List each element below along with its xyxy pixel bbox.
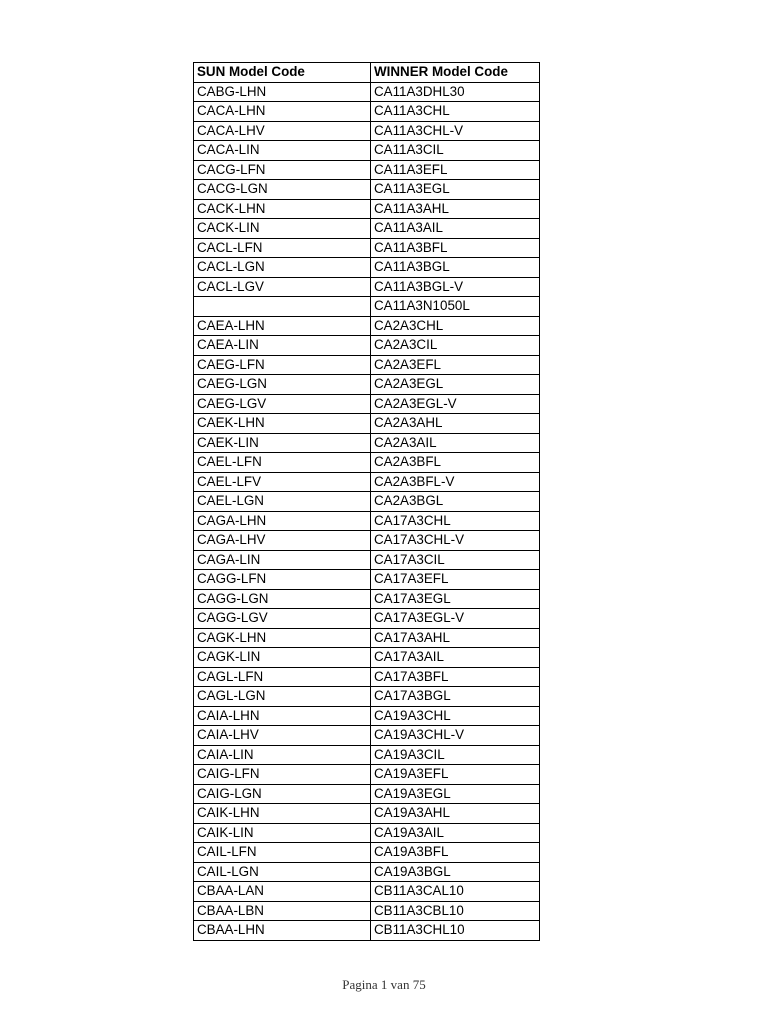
sun-model-code-cell: CAEG-LGV <box>194 394 371 414</box>
winner-model-code-cell: CA19A3AIL <box>371 823 540 843</box>
table-row <box>194 180 540 200</box>
winner-model-code-cell: CA19A3BFL <box>371 843 540 863</box>
sun-model-code-cell: CAIK-LHN <box>194 804 371 824</box>
table-row <box>194 414 540 434</box>
sun-model-code-cell: CACA-LIN <box>194 141 371 161</box>
sun-model-code-cell: CAIK-LIN <box>194 823 371 843</box>
sun-model-code-cell: CACG-LGN <box>194 180 371 200</box>
winner-model-code-cell: CA19A3EGL <box>371 784 540 804</box>
table-row <box>194 102 540 122</box>
sun-model-code-cell: CAIG-LFN <box>194 765 371 785</box>
table-row <box>194 765 540 785</box>
table-row <box>194 609 540 629</box>
table-row <box>194 121 540 141</box>
table-row <box>194 804 540 824</box>
sun-model-code-cell <box>194 297 371 317</box>
table-row <box>194 667 540 687</box>
winner-model-code-cell: CA11A3CHL <box>371 102 540 122</box>
winner-model-code-cell: CA11A3EFL <box>371 160 540 180</box>
winner-model-code-cell: CA19A3CIL <box>371 745 540 765</box>
sun-model-code-cell: CACG-LFN <box>194 160 371 180</box>
table-row <box>194 628 540 648</box>
sun-model-code-cell: CACK-LHN <box>194 199 371 219</box>
sun-model-code-cell: CAIA-LHN <box>194 706 371 726</box>
winner-model-code-cell: CA2A3EFL <box>371 355 540 375</box>
winner-model-code-cell: CA11A3CHL-V <box>371 121 540 141</box>
winner-model-code-cell: CA2A3CHL <box>371 316 540 336</box>
column-header-winner-model-code: WINNER Model Code <box>371 63 540 83</box>
sun-model-code-cell: CACA-LHN <box>194 102 371 122</box>
table-row <box>194 531 540 551</box>
table-row <box>194 472 540 492</box>
table-row <box>194 511 540 531</box>
winner-model-code-cell: CA2A3BGL <box>371 492 540 512</box>
sun-model-code-cell: CAGG-LFN <box>194 570 371 590</box>
sun-model-code-cell: CAEK-LIN <box>194 433 371 453</box>
table-row <box>194 882 540 902</box>
sun-model-code-cell: CAGG-LGV <box>194 609 371 629</box>
winner-model-code-cell: CA11A3BGL-V <box>371 277 540 297</box>
winner-model-code-cell: CA19A3EFL <box>371 765 540 785</box>
winner-model-code-cell: CA2A3EGL-V <box>371 394 540 414</box>
table-row <box>194 316 540 336</box>
winner-model-code-cell: CA11A3DHL30 <box>371 82 540 102</box>
winner-model-code-cell: CA2A3AHL <box>371 414 540 434</box>
winner-model-code-cell: CB11A3CBL10 <box>371 901 540 921</box>
table-row <box>194 453 540 473</box>
table-body <box>194 82 540 940</box>
table-row <box>194 82 540 102</box>
table-row <box>194 745 540 765</box>
table-row <box>194 589 540 609</box>
winner-model-code-cell: CB11A3CHL10 <box>371 921 540 941</box>
winner-model-code-cell: CA11A3BFL <box>371 238 540 258</box>
sun-model-code-cell: CAEK-LHN <box>194 414 371 434</box>
winner-model-code-cell: CA17A3CHL <box>371 511 540 531</box>
winner-model-code-cell: CA17A3CIL <box>371 550 540 570</box>
winner-model-code-cell: CA19A3CHL-V <box>371 726 540 746</box>
table-row <box>194 550 540 570</box>
winner-model-code-cell: CA11A3AIL <box>371 219 540 239</box>
winner-model-code-cell: CA2A3AIL <box>371 433 540 453</box>
table-row <box>194 784 540 804</box>
sun-model-code-cell: CBAA-LHN <box>194 921 371 941</box>
sun-model-code-cell: CAIL-LGN <box>194 862 371 882</box>
table-row <box>194 297 540 317</box>
sun-model-code-cell: CACL-LFN <box>194 238 371 258</box>
table-row <box>194 823 540 843</box>
sun-model-code-cell: CAGK-LHN <box>194 628 371 648</box>
winner-model-code-cell: CA2A3EGL <box>371 375 540 395</box>
sun-model-code-cell: CAEL-LFN <box>194 453 371 473</box>
winner-model-code-cell: CA11A3EGL <box>371 180 540 200</box>
winner-model-code-cell: CA17A3CHL-V <box>371 531 540 551</box>
winner-model-code-cell: CA2A3CIL <box>371 336 540 356</box>
winner-model-code-cell: CA2A3BFL <box>371 453 540 473</box>
winner-model-code-cell: CA11A3AHL <box>371 199 540 219</box>
sun-model-code-cell: CAGA-LIN <box>194 550 371 570</box>
winner-model-code-cell: CA17A3EFL <box>371 570 540 590</box>
winner-model-code-cell: CA11A3BGL <box>371 258 540 278</box>
table-row <box>194 433 540 453</box>
table-row <box>194 219 540 239</box>
sun-model-code-cell: CBAA-LAN <box>194 882 371 902</box>
sun-model-code-cell: CAIG-LGN <box>194 784 371 804</box>
sun-model-code-cell: CAGL-LGN <box>194 687 371 707</box>
sun-model-code-cell: CAEG-LGN <box>194 375 371 395</box>
winner-model-code-cell: CA2A3BFL-V <box>371 472 540 492</box>
table-row <box>194 901 540 921</box>
winner-model-code-cell: CA19A3CHL <box>371 706 540 726</box>
sun-model-code-cell: CAGA-LHN <box>194 511 371 531</box>
winner-model-code-cell: CA11A3N1050L <box>371 297 540 317</box>
sun-model-code-cell: CACL-LGV <box>194 277 371 297</box>
table-row <box>194 921 540 941</box>
sun-model-code-cell: CAGA-LHV <box>194 531 371 551</box>
table-row <box>194 648 540 668</box>
page-number: Pagina 1 van 75 <box>342 977 426 992</box>
table-row <box>194 394 540 414</box>
table-row <box>194 706 540 726</box>
sun-model-code-cell: CAGG-LGN <box>194 589 371 609</box>
sun-model-code-cell: CAIA-LIN <box>194 745 371 765</box>
table-row <box>194 238 540 258</box>
sun-model-code-cell: CAEA-LHN <box>194 316 371 336</box>
winner-model-code-cell: CA17A3BFL <box>371 667 540 687</box>
sun-model-code-cell: CAGK-LIN <box>194 648 371 668</box>
column-header-sun-model-code: SUN Model Code <box>194 63 371 83</box>
sun-model-code-cell: CAIA-LHV <box>194 726 371 746</box>
table-row <box>194 843 540 863</box>
sun-model-code-cell: CBAA-LBN <box>194 901 371 921</box>
winner-model-code-cell: CB11A3CAL10 <box>371 882 540 902</box>
winner-model-code-cell: CA17A3AHL <box>371 628 540 648</box>
winner-model-code-cell: CA17A3BGL <box>371 687 540 707</box>
sun-model-code-cell: CABG-LHN <box>194 82 371 102</box>
table-row <box>194 570 540 590</box>
sun-model-code-cell: CACA-LHV <box>194 121 371 141</box>
table-row <box>194 199 540 219</box>
sun-model-code-cell: CAIL-LFN <box>194 843 371 863</box>
sun-model-code-cell: CACL-LGN <box>194 258 371 278</box>
table-row <box>194 160 540 180</box>
winner-model-code-cell: CA17A3AIL <box>371 648 540 668</box>
winner-model-code-cell: CA11A3CIL <box>371 141 540 161</box>
sun-model-code-cell: CAEA-LIN <box>194 336 371 356</box>
winner-model-code-cell: CA17A3EGL-V <box>371 609 540 629</box>
sun-model-code-cell: CAEG-LFN <box>194 355 371 375</box>
table-row <box>194 141 540 161</box>
table-row <box>194 355 540 375</box>
winner-model-code-cell: CA19A3BGL <box>371 862 540 882</box>
table-header-row <box>194 63 540 83</box>
table-row <box>194 375 540 395</box>
winner-model-code-cell: CA19A3AHL <box>371 804 540 824</box>
table-row <box>194 277 540 297</box>
sun-model-code-cell: CAEL-LFV <box>194 472 371 492</box>
table-row <box>194 726 540 746</box>
winner-model-code-cell: CA17A3EGL <box>371 589 540 609</box>
table-row <box>194 687 540 707</box>
table-row <box>194 862 540 882</box>
sun-model-code-cell: CAEL-LGN <box>194 492 371 512</box>
model-code-table <box>193 62 540 941</box>
table-row <box>194 336 540 356</box>
sun-model-code-cell: CAGL-LFN <box>194 667 371 687</box>
sun-model-code-cell: CACK-LIN <box>194 219 371 239</box>
table-row <box>194 258 540 278</box>
table-row <box>194 492 540 512</box>
